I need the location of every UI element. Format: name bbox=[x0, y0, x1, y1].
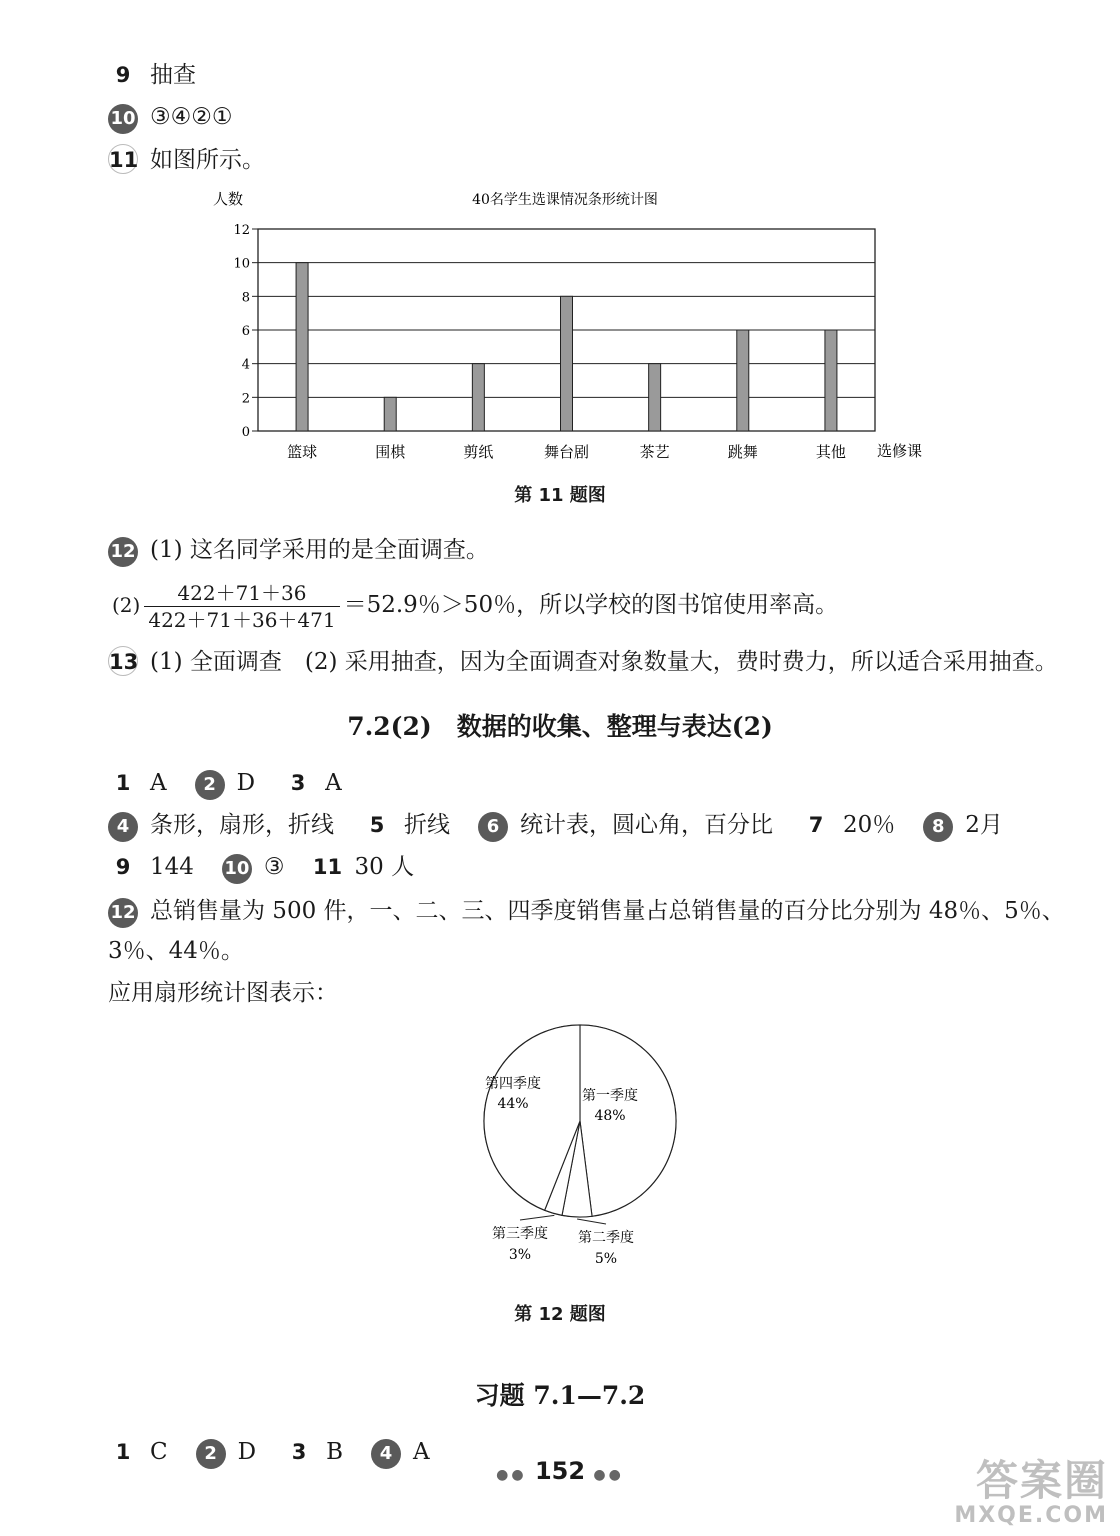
question-number: 11 bbox=[108, 144, 138, 174]
question-number: 2 bbox=[195, 770, 225, 800]
x-tick-label: 舞台剧 bbox=[543, 443, 590, 461]
answers-row-2 bbox=[108, 810, 1003, 842]
page-number: 152 bbox=[534, 1457, 586, 1485]
answer-text: C bbox=[150, 1439, 168, 1465]
question-number: 9 bbox=[115, 63, 131, 87]
answer-text: 30 人 bbox=[354, 854, 415, 880]
slice-label: 第三季度 bbox=[492, 1226, 548, 1242]
section-heading: 7.2(2) 数据的收集、整理与表达(2) bbox=[347, 712, 773, 741]
question-number: 7 bbox=[808, 813, 824, 837]
question-number: 2 bbox=[196, 1439, 226, 1469]
y-tick-label: 2 bbox=[241, 391, 250, 407]
leader-line bbox=[520, 1215, 554, 1220]
bar-4 bbox=[561, 296, 573, 431]
answer-line-q11 bbox=[108, 144, 265, 175]
watermark-line-1: 答案圈 bbox=[975, 1456, 1108, 1505]
answer-text: A bbox=[150, 770, 167, 796]
answer-text: ＝52.9％＞50％，所以学校的图书馆使用率高。 bbox=[343, 592, 839, 618]
answer-text: A bbox=[325, 770, 342, 796]
slice-value-label: 5% bbox=[594, 1251, 618, 1267]
bar-7 bbox=[825, 330, 837, 431]
question-number: 12 bbox=[108, 898, 138, 928]
y-tick-label: 6 bbox=[241, 324, 250, 339]
question-number: 6 bbox=[478, 812, 508, 842]
bar-3 bbox=[472, 364, 484, 431]
figure-caption-12: 第 12 题图 bbox=[514, 1304, 606, 1325]
answer-text: 折线 bbox=[404, 812, 450, 838]
answer-text: 144 bbox=[150, 854, 194, 880]
answers-row-1 bbox=[108, 768, 342, 800]
x-tick-label: 剪纸 bbox=[463, 443, 494, 461]
y-axis-label: 人数 bbox=[213, 190, 244, 208]
pie-chart bbox=[460, 1010, 700, 1280]
slice-label: 第二季度 bbox=[578, 1230, 634, 1246]
question-number: 10 bbox=[108, 104, 138, 134]
figure-caption-11: 第 11 题图 bbox=[514, 485, 606, 506]
x-axis-label: 选修课 bbox=[877, 442, 923, 460]
bar-chart bbox=[200, 182, 940, 467]
answer-text: ③ bbox=[263, 854, 285, 880]
y-tick-label: 10 bbox=[233, 256, 250, 272]
answer-text: 统计表，圆心角，百分比 bbox=[520, 812, 773, 838]
answer-line-q12a bbox=[108, 535, 489, 567]
fraction-numerator: 422＋71＋36 bbox=[144, 580, 339, 607]
answer-text: 20％ bbox=[843, 812, 896, 838]
watermark-line-2: MXQE.COM bbox=[954, 1503, 1108, 1528]
question-number: 12 bbox=[108, 537, 138, 567]
decor-dots-left: ●● bbox=[496, 1467, 527, 1483]
x-tick-label: 跳舞 bbox=[727, 443, 758, 461]
question-number: 5 bbox=[369, 813, 385, 837]
y-tick-label: 0 bbox=[241, 425, 250, 440]
y-tick-label: 12 bbox=[233, 223, 250, 238]
answers-row-3 bbox=[108, 852, 414, 884]
apply-text: 应用扇形统计图表示： bbox=[108, 980, 338, 1006]
answer-text: 2月 bbox=[965, 812, 1003, 838]
question-number: 8 bbox=[923, 812, 953, 842]
question-number: 3 bbox=[291, 1440, 307, 1464]
question-number: 9 bbox=[115, 855, 131, 879]
answer-text: D bbox=[236, 770, 256, 796]
page-footer bbox=[0, 1457, 1120, 1485]
slice-value-label: 44% bbox=[497, 1096, 529, 1112]
answer-line-q9 bbox=[108, 60, 196, 90]
answer-line-q13 bbox=[108, 646, 1058, 677]
fraction-denominator: 422＋71＋36＋471 bbox=[148, 607, 336, 632]
y-tick-label: 4 bbox=[241, 357, 250, 373]
x-tick-label: 茶艺 bbox=[639, 443, 670, 461]
bar-6 bbox=[737, 330, 749, 431]
question-number: 1 bbox=[115, 771, 131, 795]
bar-1 bbox=[296, 263, 308, 431]
leader-line bbox=[577, 1219, 606, 1224]
answer-line-q12-continuation: 3％、44％。 bbox=[108, 938, 244, 964]
answer-text: A bbox=[412, 1439, 430, 1465]
answer-prefix: (2) bbox=[112, 593, 141, 617]
question-number: 4 bbox=[371, 1439, 401, 1469]
answer-text: ③④②① bbox=[150, 104, 233, 130]
answer-text: 条形，扇形，折线 bbox=[150, 812, 334, 838]
question-number: 4 bbox=[108, 812, 138, 842]
answer-text: (1) 这名同学采用的是全面调查。 bbox=[150, 537, 489, 563]
chart-title: 40名学生选课情况条形统计图 bbox=[472, 192, 658, 208]
slice-label: 第四季度 bbox=[485, 1076, 541, 1092]
x-tick-label: 其他 bbox=[815, 443, 846, 461]
watermark-logo bbox=[954, 1456, 1108, 1528]
answer-line-q12b bbox=[112, 578, 838, 633]
question-number: 3 bbox=[290, 771, 306, 795]
answer-text: B bbox=[326, 1439, 343, 1465]
question-number: 11 bbox=[312, 855, 343, 879]
slice-value-label: 3% bbox=[508, 1247, 532, 1263]
question-number: 10 bbox=[222, 854, 252, 884]
x-tick-label: 围棋 bbox=[375, 443, 406, 461]
exercise-heading: 习题 7.1—7.2 bbox=[474, 1381, 646, 1410]
answer-text: 如图所示。 bbox=[150, 147, 265, 173]
answer-text: 总销售量为 500 件，一、二、三、四季度销售量占总销售量的百分比分别为 48％、5％、 bbox=[150, 898, 1065, 924]
bar-5 bbox=[649, 364, 661, 431]
answer-text: 抽查 bbox=[150, 62, 196, 88]
slice-label: 第一季度 bbox=[582, 1088, 638, 1104]
bar-2 bbox=[384, 397, 396, 431]
y-tick-label: 8 bbox=[241, 290, 250, 306]
question-number: 13 bbox=[108, 646, 138, 676]
x-tick-label: 篮球 bbox=[287, 443, 318, 461]
answer-line-q12-paragraph bbox=[108, 896, 1065, 928]
answer-text: (1) 全面调查 (2) 采用抽查，因为全面调查对象数量大，费时费力，所以适合采用抽查。 bbox=[150, 649, 1058, 675]
slice-value-label: 48% bbox=[594, 1108, 626, 1124]
answer-text: D bbox=[237, 1439, 257, 1465]
decor-dots-right: ●● bbox=[593, 1467, 624, 1483]
answer-line-q10 bbox=[108, 102, 232, 134]
fraction bbox=[144, 580, 339, 633]
question-number: 1 bbox=[115, 1440, 131, 1464]
